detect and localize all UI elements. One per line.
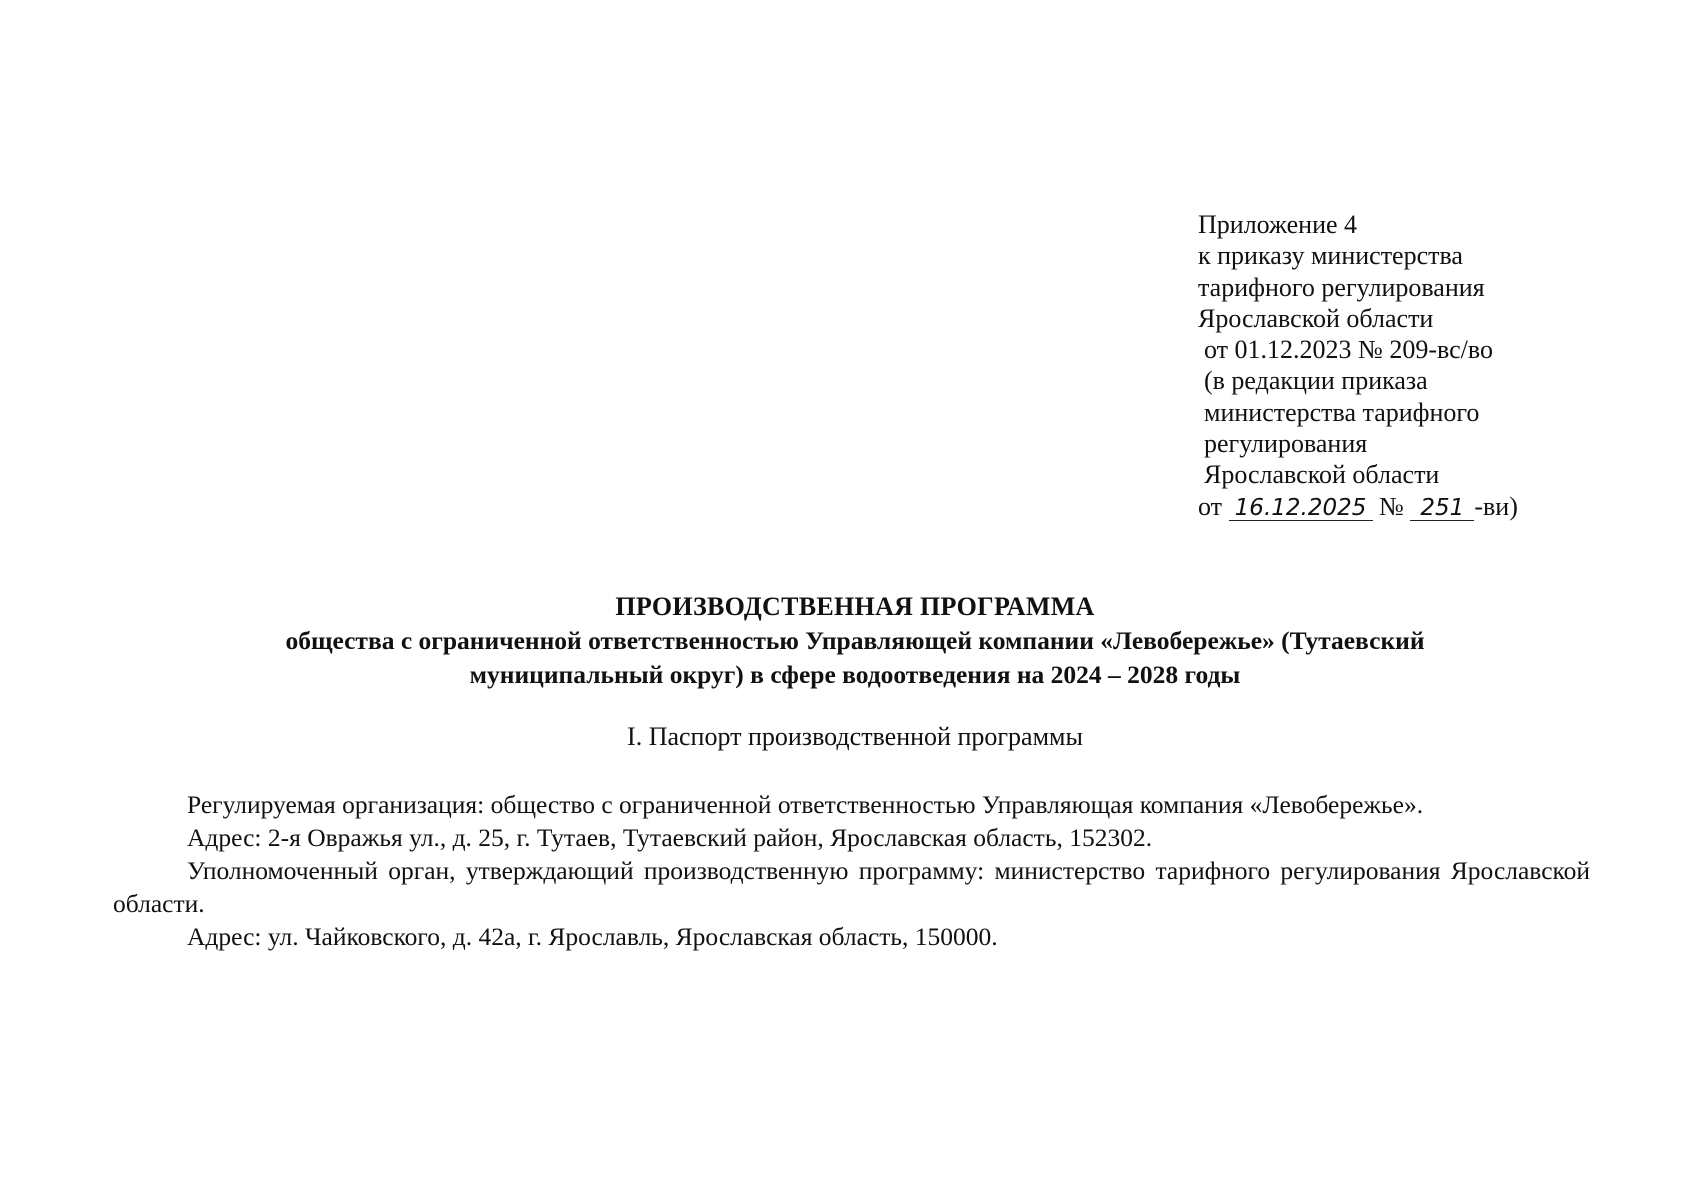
organization-paragraph: Регулируемая организация: общество с ограниченной ответственностью Управляющая компания «Левобережье». — [187, 790, 1424, 819]
appendix-block — [1198, 209, 1618, 522]
authority-address-paragraph: Адрес: ул. Чайковского, д. 42а, г. Ярославль, Ярославская область, 150000. — [187, 922, 998, 951]
section-heading: I. Паспорт производственной программы — [627, 722, 1083, 751]
appendix-line-regulation: тарифного регулирования — [1198, 272, 1485, 302]
revision-prefix: от — [1198, 491, 1223, 521]
appendix-line-revision-date — [1198, 491, 1618, 522]
document-subtitle-line-1: общества с ограниченной ответственностью Управляющей компании «Левобережье» (Тутаевский — [285, 626, 1425, 655]
appendix-line-regulation-2: регулирования — [1204, 429, 1368, 459]
revision-suffix: -ви) — [1474, 491, 1518, 521]
document-title: ПРОИЗВОДСТВЕННАЯ ПРОГРАММА — [615, 592, 1095, 621]
appendix-line-ministry: министерства тарифного — [1204, 397, 1480, 427]
handwritten-date: 16.12.2025 — [1229, 496, 1373, 521]
document-title-block — [150, 590, 1560, 692]
passport-section — [113, 788, 1590, 953]
authority-paragraph: Уполномоченный орган, утверждающий производственную программу: министерство тарифного регулирования Ярославской области. — [113, 856, 1590, 918]
appendix-line-revision: (в редакции приказа — [1204, 366, 1428, 396]
handwritten-number: 251 — [1410, 496, 1474, 521]
number-sign: № — [1379, 491, 1404, 521]
appendix-line-order-date: от 01.12.2023 № 209-вс/во — [1204, 335, 1493, 365]
organization-address-paragraph: Адрес: 2-я Овражья ул., д. 25, г. Тутаев, Тутаевский район, Ярославская область, 152302. — [187, 823, 1153, 852]
appendix-line-order: к приказу министерства — [1198, 241, 1463, 271]
appendix-title: Приложение 4 — [1198, 210, 1358, 239]
appendix-line-region: Ярославской области — [1198, 303, 1434, 333]
document-subtitle-line-2: муниципальный округ) в сфере водоотведения на 2024 – 2028 годы — [469, 660, 1241, 689]
appendix-line-region-2: Ярославской области — [1204, 460, 1440, 490]
